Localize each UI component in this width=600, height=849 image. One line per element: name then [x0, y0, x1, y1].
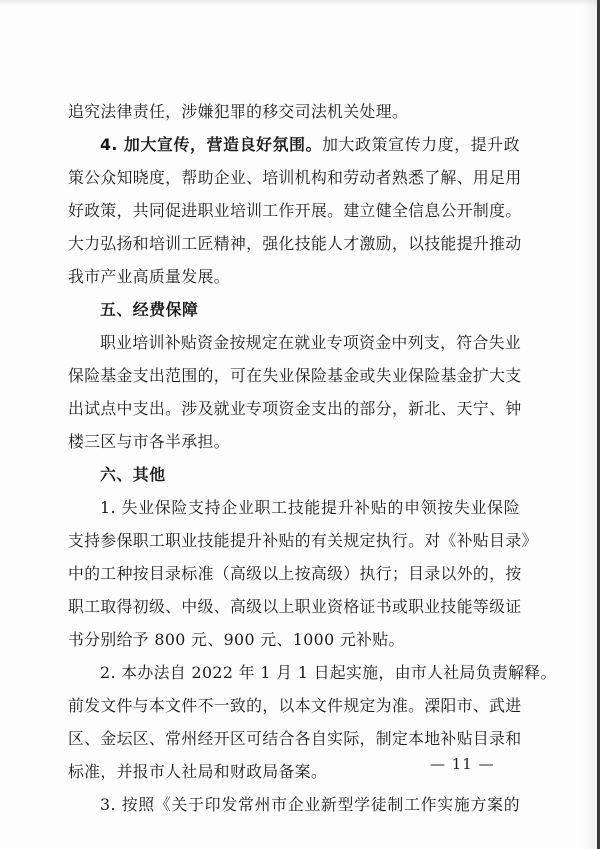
text-line: 我市产业高质量发展。	[68, 267, 230, 286]
item-4-line	[100, 128, 520, 161]
section-heading-funding: 五、经费保障	[100, 300, 199, 319]
text-line: 职业培训补贴资金按规定在就业专项资金中列支，符合失业	[100, 333, 522, 352]
page-number: — 11 —	[430, 755, 495, 773]
text-line: 2. 本办法自 2022 年 1 月 1 日起实施，由市人社局负责解释。	[100, 663, 557, 682]
item-4-text: 加大政策宣传力度，提升政	[322, 135, 520, 154]
text-line: 支持参保职工职业技能提升补贴的有关规定执行。对《补贴目录》	[68, 531, 538, 550]
text-line: 好政策，共同促进职业培训工作开展。建立健全信息公开制度。	[68, 201, 522, 220]
section-heading-other: 六、其他	[100, 465, 166, 484]
text-line: 区、金坛区、常州经开区可结合各自实际，制定本地补贴目录和	[68, 729, 522, 748]
text-line: 策公众知晓度，帮助企业、培训机构和劳动者熟悉了解、用足用	[68, 168, 522, 187]
scan-top-edge	[0, 0, 600, 6]
text-line: 楼三区与市各半承担。	[68, 432, 230, 451]
text-line: 大力弘扬和培训工匠精神，强化技能人才激励，以技能提升推动	[68, 234, 522, 253]
text-line: 中的工种按目录标准（高级以上按高级）执行；目录以外的，按	[68, 564, 522, 583]
text-line: 标准，并报市人社局和财政局备案。	[68, 762, 328, 781]
text-line: 3. 按照《关于印发常州市企业新型学徒制工作实施方案的	[100, 795, 520, 814]
text-line: 出试点中支出。涉及就业专项资金支出的部分，新北、天宁、钟	[68, 399, 522, 418]
text-line: 保险基金支出范围的，可在失业保险基金或失业保险基金扩大支	[68, 366, 522, 385]
text-line: 职工取得初级、中级、高级以上职业资格证书或职业技能等级证	[68, 597, 522, 616]
item-4-title: 4. 加大宣传，营造良好氛围。	[100, 135, 323, 154]
text-line: 前发文件与本文件不一致的，以本文件规定为准。溧阳市、武进	[68, 696, 522, 715]
text-line: 书分别给予 800 元、900 元、1000 元补贴。	[68, 630, 405, 649]
text-line: 追究法律责任，涉嫌犯罪的移交司法机关处理。	[68, 102, 409, 121]
text-line: 1. 失业保险支持企业职工技能提升补贴的申领按失业保险	[100, 498, 520, 517]
